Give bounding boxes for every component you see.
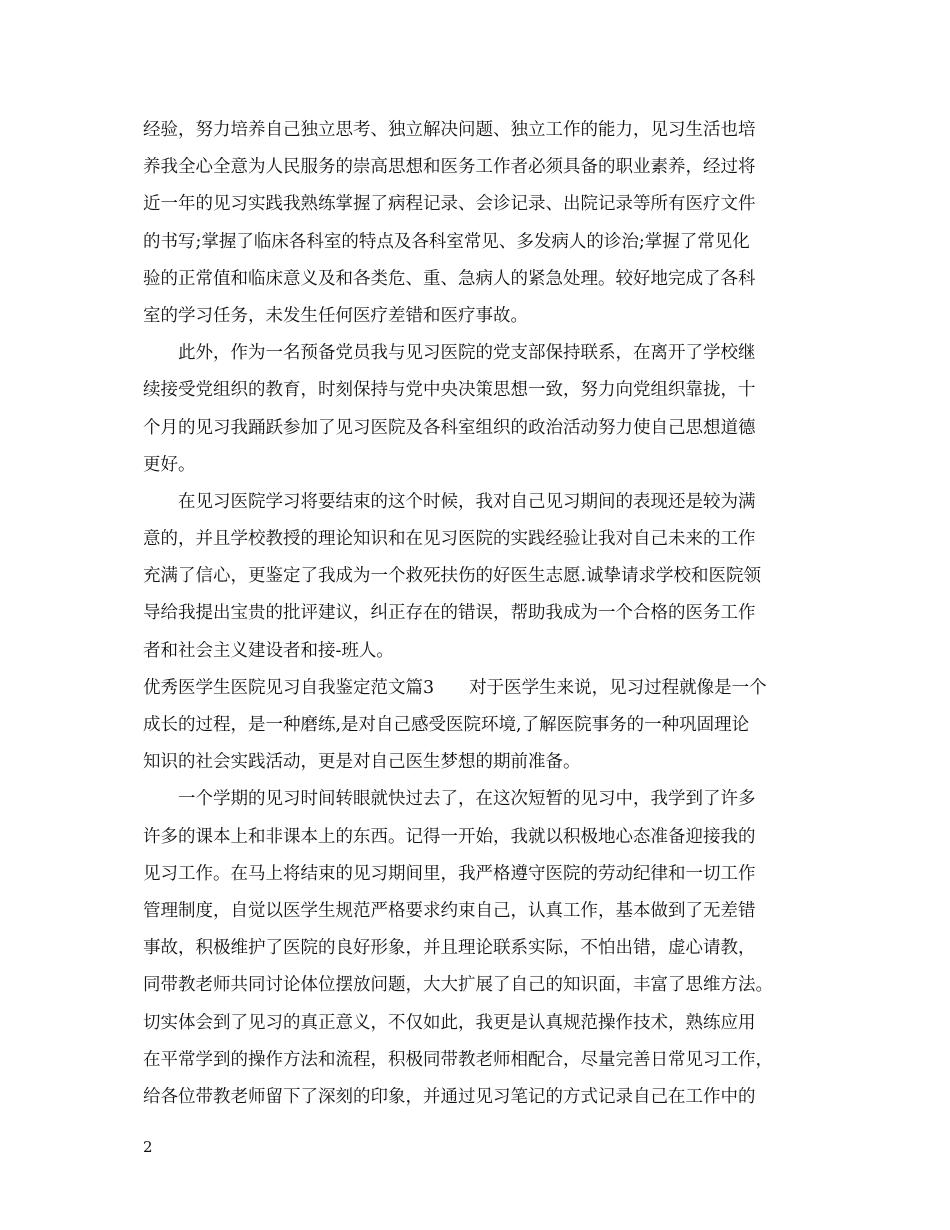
text-line: 养我全心全意为人民服务的崇高思想和医务工作者必须具备的职业素养，经过将: [143, 157, 756, 178]
text-line: 个月的见习我踊跃参加了见习医院及各科室组织的政治活动努力使自己思想道德: [143, 417, 756, 438]
text-line: 经验，努力培养自己独立思考、独立解决问题、独立工作的能力，见习生活也培: [143, 120, 756, 140]
text-line: 成长的过程，是一种磨练,是对自己感受医院环境,了解医院事务的一种巩固理论: [143, 715, 750, 735]
text-line: 意的，并且学校教授的理论知识和在见习医院的实践经验让我对自己未来的工作: [143, 529, 756, 550]
text-line: 给各位带教老师留下了深刻的印象，并通过见习笔记的方式记录自己在工作中的: [143, 1086, 756, 1107]
text-line: 验的正常值和临床意义及和各类危、重、急病人的紧急处理。较好地完成了各科: [143, 268, 756, 289]
text-line: 优秀医学生医院见习自我鉴定范文篇3 对于医学生来说，见习过程就像是一个: [143, 677, 767, 698]
text-line: 更好。: [143, 454, 196, 475]
text-line: 同带教老师共同讨论体位摆放问题，大大扩展了自己的知识面，丰富了思维方法。: [143, 975, 773, 996]
text-line: 近一年的见习实践我熟练掌握了病程记录、会诊记录、出院记录等所有医疗文件: [143, 194, 756, 215]
text-line: 者和社会主义建设者和接-班人。: [143, 640, 394, 661]
text-line: 许多的课本上和非课本上的东西。记得一开始，我就以积极地心态准备迎接我的: [143, 826, 756, 847]
text-line: 充满了信心，更鉴定了我成为一个救死扶伤的好医生志愿.诚挚请求学校和医院领: [143, 566, 762, 587]
text-line: 一个学期的见习时间转眼就快过去了，在这次短暂的见习中，我学到了许多: [178, 789, 756, 810]
text-line: 见习工作。在马上将结束的见习期间里，我严格遵守医院的劳动纪律和一切工作: [143, 863, 756, 884]
text-line: 续接受党组织的教育，时刻保持与党中央决策思想一致，努力向党组织靠拢，十: [143, 380, 756, 401]
text-line: 的书写;掌握了临床各科室的特点及各科室常见、多发病人的诊治;掌握了常见化: [143, 231, 750, 252]
page-number: 2: [143, 1138, 153, 1156]
text-line: 室的学习任务，未发生任何医疗差错和医疗事故。: [143, 305, 528, 326]
text-line: 导给我提出宝贵的批评建议，纠正存在的错误，帮助我成为一个合格的医务工作: [143, 603, 756, 624]
document-body: [143, 112, 833, 1116]
text-line: 管理制度，自觉以医学生规范严格要求约束自己，认真工作，基本做到了无差错: [143, 900, 756, 921]
text-line: 在平常学到的操作方法和流程，积极同带教老师相配合，尽量完善日常见习工作，: [143, 1049, 773, 1070]
text-line: 知识的社会实践活动，更是对自己医生梦想的期前准备。: [143, 752, 581, 773]
text-line: 事故，积极维护了医院的良好形象，并且理论联系实际，不怕出错，虚心请教，: [143, 938, 756, 959]
text-line: 此外，作为一名预备党员我与见习医院的党支部保持联系，在离开了学校继: [178, 343, 756, 364]
text-line: 切实体会到了见习的真正意义，不仅如此，我更是认真规范操作技术，熟练应用: [143, 1012, 756, 1033]
text-line: 在见习医院学习将要结束的这个时候，我对自己见习期间的表现还是较为满: [178, 491, 756, 512]
